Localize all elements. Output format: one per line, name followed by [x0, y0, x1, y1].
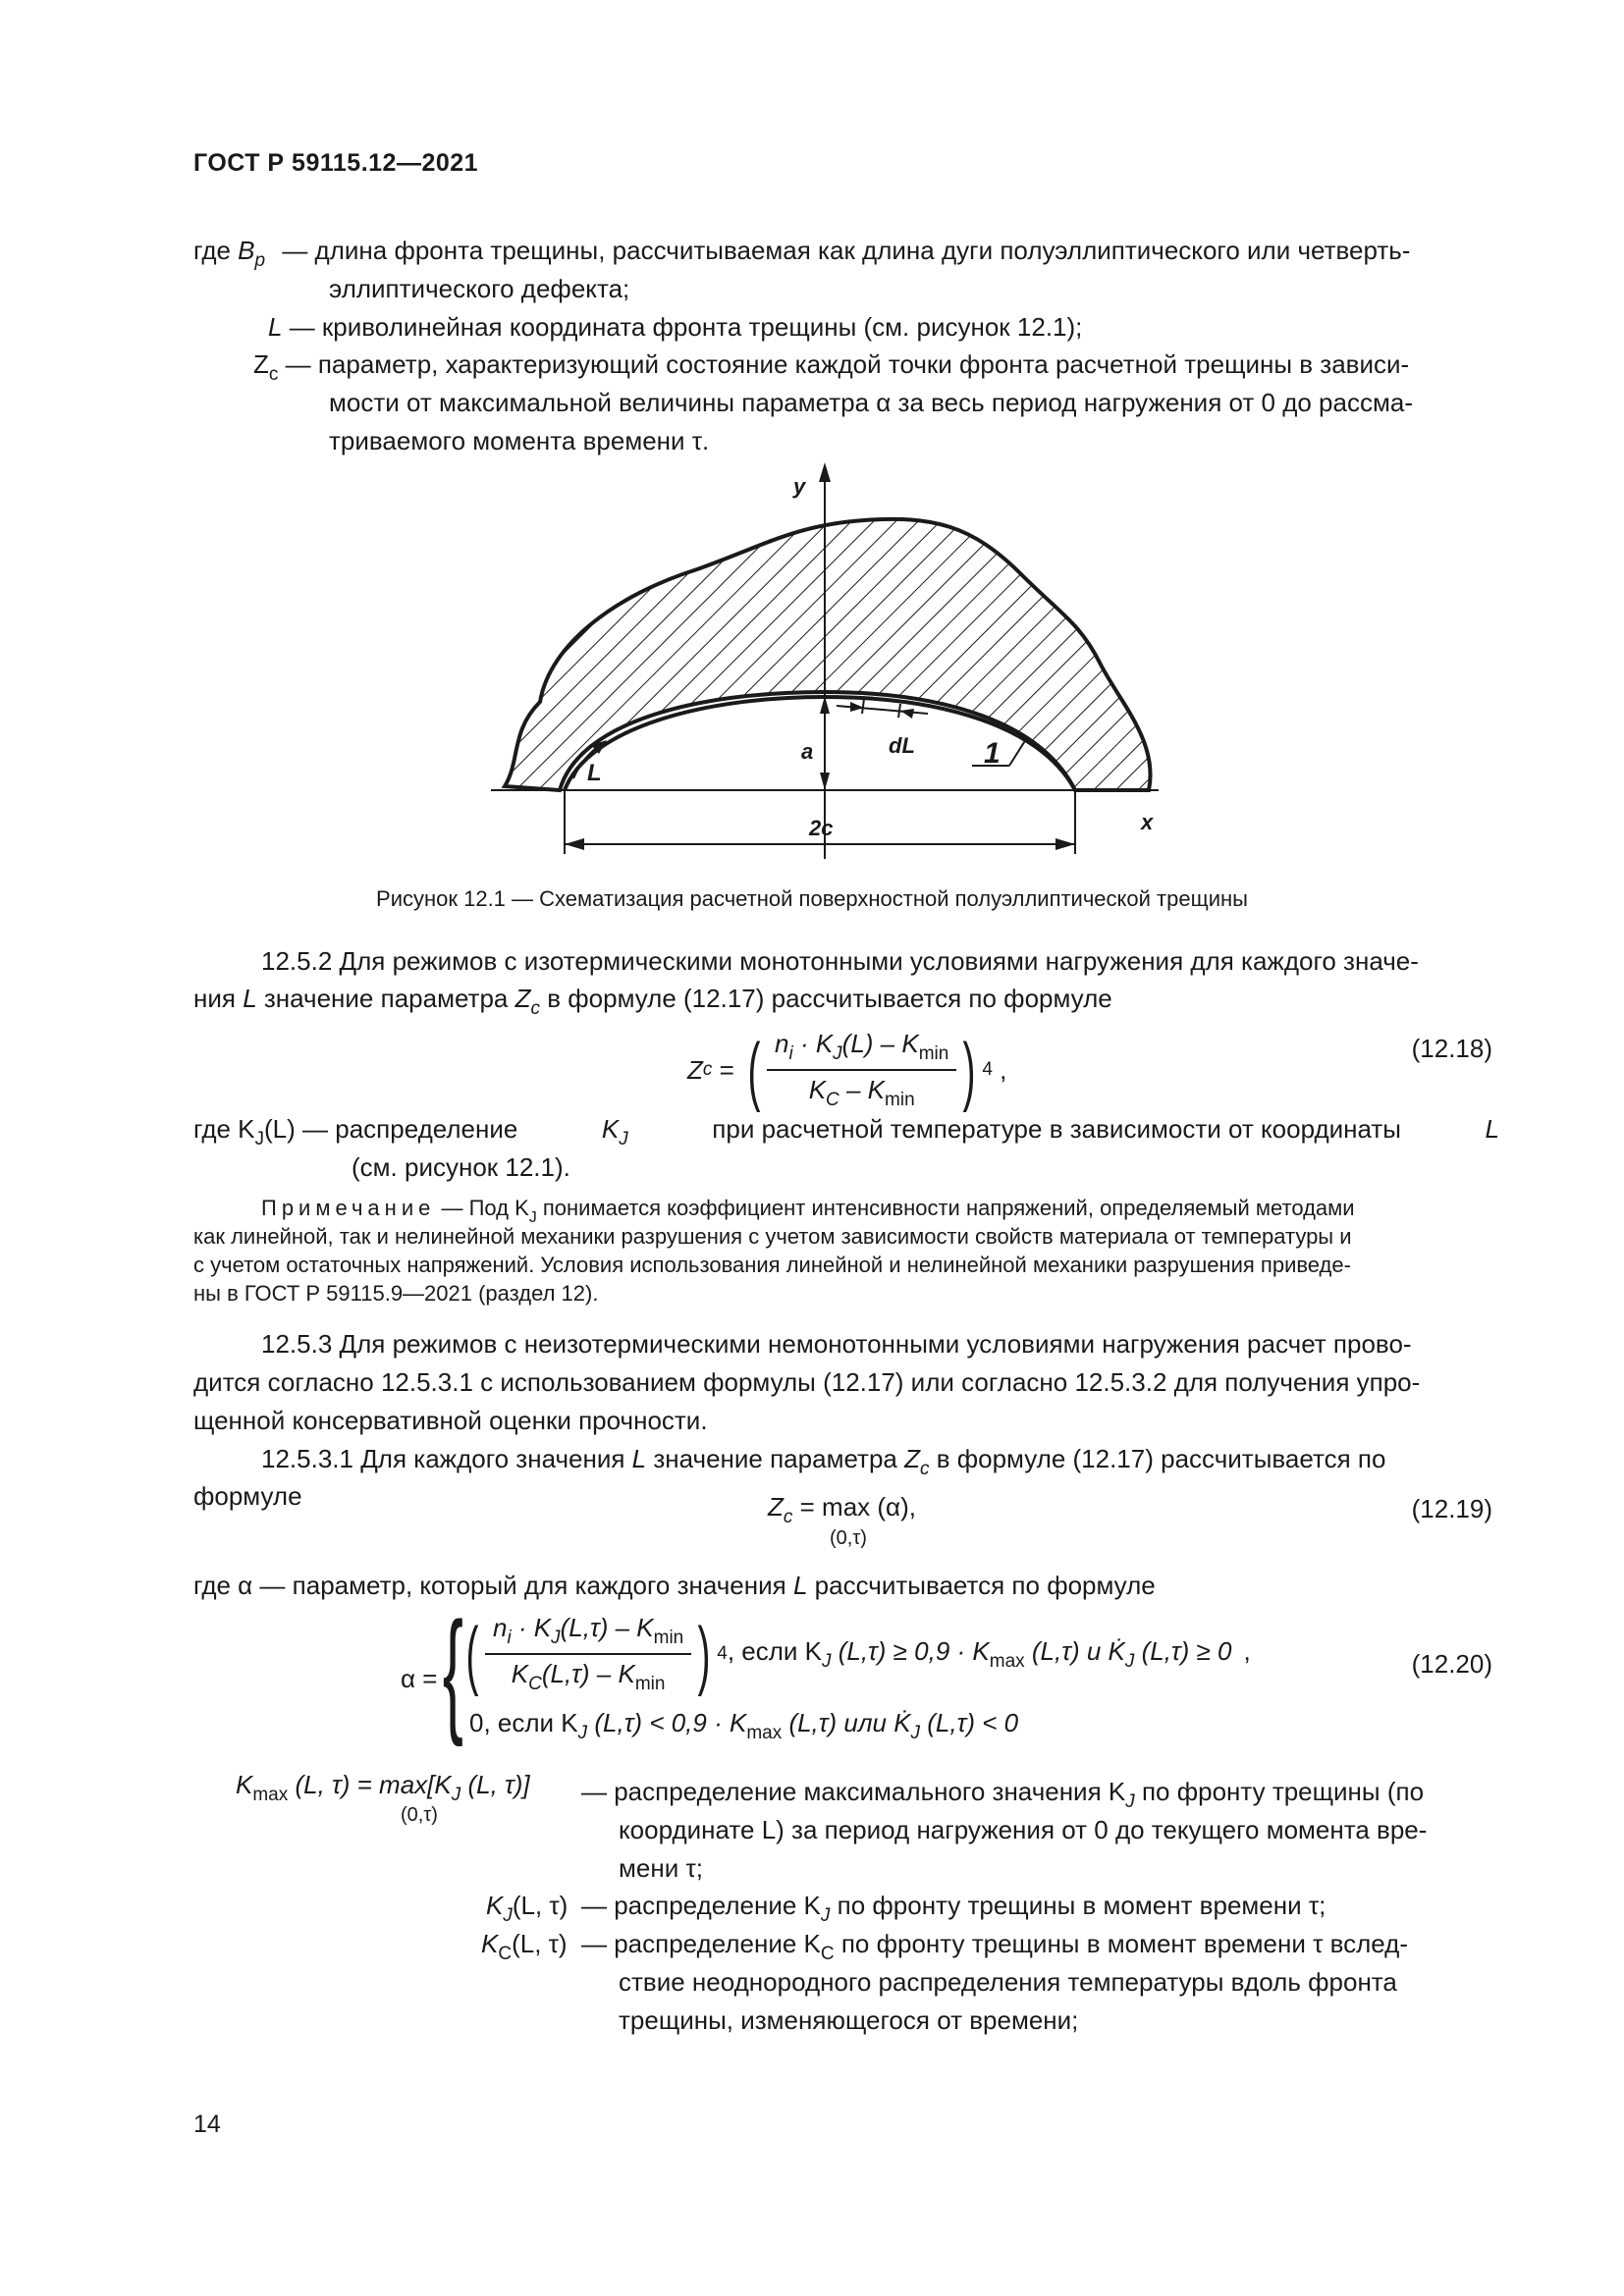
eq-12-20-lhs: α =: [401, 1664, 438, 1693]
eq-12-20-brace: {: [442, 1593, 463, 1747]
def-KJ-symbol: $K_J(L$, τ): [486, 1891, 568, 1926]
def-KC-line3: трещины, изменяющегося от времени;: [619, 2005, 1079, 2035]
note-line2: как линейной, так и нелинейной механики разрушения с учетом зависимости свойств материала от температуры и: [193, 1224, 1352, 1249]
eq-12-20-case1: ( $\frac{n_i \cdot K_J(L,\tau) - K_{min}}{K_C(L,\tau) - K_{min}}$ ) 4 , если $K_J$ $(L,\tau) \ge 0,9 \cdot K_{max}$ (L,τ) и $K̇_J$ (L,τ) ≥ 0 ,: [465, 1611, 1251, 1697]
equation-12-20: [401, 1593, 1324, 1757]
where-L: L — криволинейная координата фронта трещины (см. рисунок 12.1);: [268, 312, 1083, 342]
note-line1: Примечание — Под $K_J$ понимается коэффициент интенсивности напряжений, определяемый методами: [261, 1196, 1355, 1226]
def-Kmax-line1: — распределение максимального значения $K_J$ по фронту трещины (по: [581, 1777, 1425, 1812]
where-KJ-line2: (см. рисунок 12.1).: [352, 1152, 570, 1182]
para-12-5-2-line2: ния L значение параметра $Z_c$ в формуле (12.17) рассчитывается по формуле: [193, 984, 1112, 1019]
def-KC-symbol: $K_C(L$, τ): [481, 1929, 568, 1964]
para-12-5-3-1-line2: формуле: [193, 1481, 302, 1511]
def-Kmax-symbol: $K_{max}$ (L, $\tau) = \max[K_J$ (L, τ)]: [236, 1770, 530, 1805]
where-KJ-line1: где $K_J(L)$ — распределение $K_J$ при расчетной температуре в зависимости от координаты L: [193, 1114, 1499, 1149]
where-Zc: $Z_c$ — параметр, характеризующий состояние каждой точки фронта расчетной трещины в зависи-: [253, 349, 1410, 385]
label-dL: dL: [889, 733, 915, 758]
y-axis-arrow: [819, 462, 831, 482]
label-x: x: [1141, 810, 1154, 834]
para-12-5-2-line1: 12.5.2 Для режимов с изотермическими монотонными условиями нагружения для каждого значе-: [261, 946, 1419, 976]
2c-arrow-right: [1056, 838, 1075, 850]
document-header: ГОСТ Р 59115.12—2021: [193, 149, 479, 177]
page-number: 14: [193, 2110, 221, 2138]
dL-arrow-2: [900, 709, 914, 719]
eq-12-20-case2: 0, если $K_J$ $(L,\tau) < 0,9 \cdot K_{max}$ (L,τ) или $K̇_J$ (L,τ) < 0: [469, 1708, 1019, 1743]
note-line3: с учетом остаточных напряжений. Условия использования линейной и нелинейной механики разрушения приведе-: [193, 1253, 1351, 1277]
para-12-5-3-line2: дится согласно 12.5.3.1 с использованием формулы (12.17) или согласно 12.5.3.2 для получения упро-: [193, 1367, 1421, 1397]
equation-12-19: $Z_c = \max (\alpha)$,: [768, 1492, 916, 1527]
where-bp: где $B_p$ — длина фронта трещины, рассчитываемая как длина дуги полуэллиптического или четверть-: [193, 236, 1411, 271]
where-alpha: где α — параметр, который для каждого значения L рассчитывается по формуле: [193, 1571, 1156, 1600]
label-L: L: [587, 760, 602, 786]
eq-number-12-19: (12.19): [1411, 1494, 1492, 1523]
where-bp-cont: эллиптического дефекта;: [329, 274, 630, 303]
def-KC-line2: ствие неоднородного распределения температуры вдоль фронта: [619, 1967, 1397, 1997]
leader-1-diag: [1009, 739, 1026, 766]
def-Kmax-line2: координате L) за период нагружения от 0 до текущего момента вре-: [619, 1815, 1428, 1844]
where-Zc-cont1: мости от максимальной величины параметра α за весь период нагружения от 0 до рассма-: [329, 388, 1413, 417]
def-Kmax-line3: мени τ;: [619, 1853, 703, 1883]
eq-number-12-20: (12.20): [1411, 1649, 1492, 1679]
def-KJ-line1: — распределение $K_J$ по фронту трещины в момент времени τ;: [581, 1891, 1326, 1926]
label-1: 1: [984, 737, 1001, 770]
label-2c: 2c: [809, 816, 834, 840]
hatched-region: [505, 519, 1151, 790]
where-Zc-cont2: триваемого момента времени τ.: [329, 426, 710, 455]
eq-12-19-under: (0,τ): [830, 1527, 867, 1549]
crack-figure: [471, 456, 1159, 869]
dL-tick-1: [862, 699, 864, 714]
label-y: y: [793, 474, 806, 499]
figure-caption: Рисунок 12.1 — Схематизация расчетной поверхностной полуэллиптической трещины: [376, 886, 1248, 911]
equation-12-18: Z c = ( $\frac{n_i \cdot K_J(L) - K_{min}}{K_C - K_{min}}$ ) 4 ,: [687, 1027, 1007, 1113]
note-line4: ны в ГОСТ Р 59115.9—2021 (раздел 12).: [193, 1281, 599, 1306]
label-a: a: [801, 739, 814, 764]
2c-arrow-left: [565, 838, 584, 850]
para-12-5-3-line3: щенной консервативной оценки прочности.: [193, 1406, 708, 1435]
a-arrow-bottom: [820, 773, 830, 790]
def-Kmax-under: (0,τ): [401, 1804, 438, 1826]
para-12-5-3-1-line1: 12.5.3.1 Для каждого значения L значение параметра $Z_c$ в формуле (12.17) рассчитывается по: [261, 1444, 1386, 1479]
dL-dimension: [837, 706, 928, 714]
para-12-5-3-line1: 12.5.3 Для режимов с неизотермическими немонотонными условиями нагружения расчет прово-: [261, 1329, 1412, 1359]
def-KC-line1: — распределение $K_C$ по фронту трещины в момент времени τ вслед-: [581, 1929, 1408, 1964]
eq-number-12-18: (12.18): [1411, 1034, 1492, 1063]
